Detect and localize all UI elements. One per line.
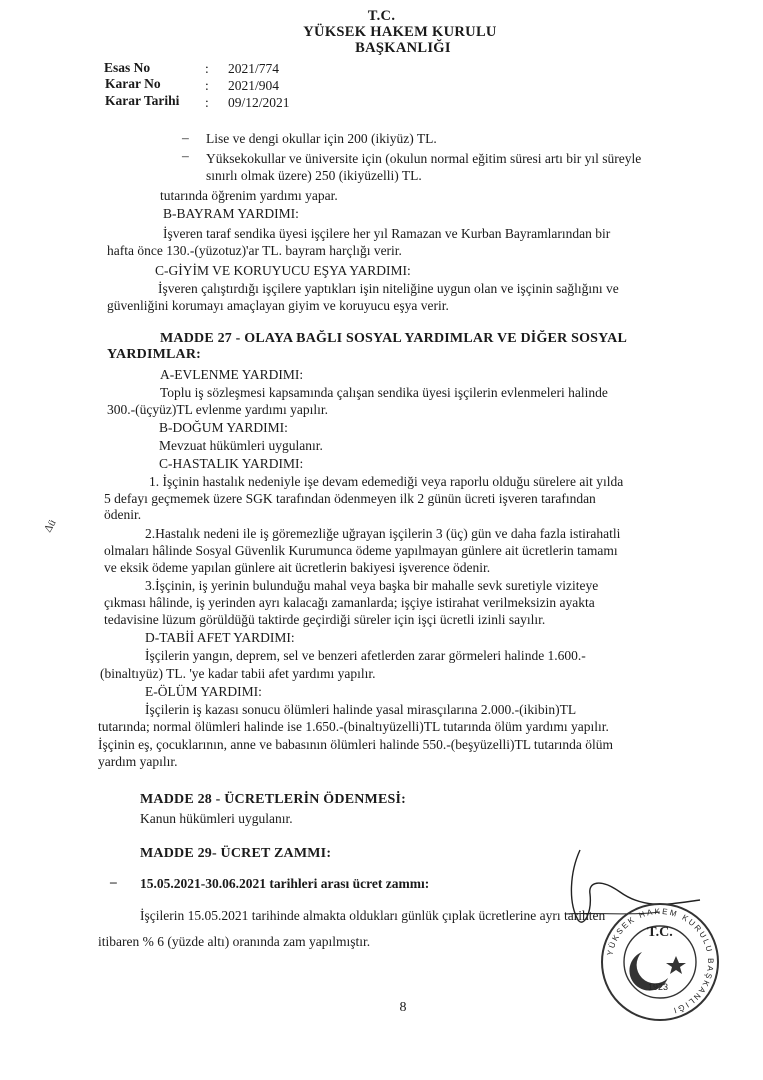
text-line: 300.-(üçyüz)TL evlenme yardımı yapılır.	[107, 402, 329, 417]
text-line: Mevzuat hükümleri uygulanır.	[159, 438, 323, 453]
text-line: 2.Hastalık nedeni ile iş göremezliğe uğrayan işçilerin 3 (üç) gün ve daha fazla istirahatli	[145, 526, 621, 541]
article-heading: MADDE 28 - ÜCRETLERİN ÖDENMESİ:	[140, 792, 406, 807]
text-line: tutarında öğrenim yardımı yapar.	[160, 188, 338, 203]
esas-label: Esas No	[104, 60, 151, 75]
text-line: 1. İşçinin hastalık nedeniyle işe devam edemediği veya raporlu olduğu sürelere ait yılda	[149, 474, 624, 489]
text-line: ödenir.	[104, 507, 142, 522]
text-line: Toplu iş sözleşmesi kapsamında çalışan sendika üyesi işçilerin evlenmeleri halinde	[160, 385, 608, 400]
section-heading: A-EVLENME YARDIMI:	[160, 367, 304, 382]
text-line: tedavisine lüzum görüldüğü taktirde geçirdiği süreler için işçi ücretli izinli sayılır.	[104, 612, 546, 627]
text-line: itibaren % 6 (yüzde altı) oranında zam yapılmıştır.	[98, 934, 371, 949]
tarih-value: 09/12/2021	[228, 95, 290, 110]
text-line: Yüksekokullar ve üniversite için (okulun normal eğitim süresi artı bir yıl süreyle	[206, 151, 642, 166]
section-heading: B-BAYRAM YARDIMI:	[163, 206, 299, 221]
text-line: çıkması hâlinde, iş yerinden ayrı kalacağı zamanlarda; işçiye istirahat verilmeksizin ayakta	[104, 595, 595, 610]
article-heading: MADDE 29- ÜCRET ZAMMI:	[140, 846, 332, 861]
text-line: (binaltıyüz) TL. 'ye kadar tabii afet yardımı yapılır.	[100, 666, 376, 681]
karar-label: Karar No	[105, 76, 161, 91]
list-dash: –	[110, 874, 117, 889]
list-dash: –	[182, 130, 189, 145]
article-heading: YARDIMLAR:	[107, 347, 202, 362]
tarih-sep: :	[205, 95, 209, 110]
text-line: 3.İşçinin, iş yerinin bulunduğu mahal veya başka bir mahalle sevk suretiyle viziteye	[145, 578, 599, 593]
text-line: ve eksik ödeme yapılan günlere ait ücretlerin bakiyesi işverence ödenir.	[104, 560, 491, 575]
header-institution: YÜKSEK HAKEM KURULU	[303, 24, 497, 40]
esas-sep: :	[205, 61, 209, 76]
stamp-center-text: T.C.	[647, 925, 673, 940]
text-line: Lise ve dengi okullar için 200 (ikiyüz) TL.	[206, 131, 437, 146]
text-line: 5 defayı geçmemek üzere SGK tarafından ödenmeyen ilk 2 günün ücreti işveren tarafından	[104, 491, 596, 506]
text-line: İşveren taraf sendika üyesi işçilere her yıl Ramazan ve Kurban Bayramlarından bir	[163, 226, 611, 241]
text-line: tutarında; normal ölümleri halinde ise 1.650.-(binaltıyüzelli)TL tutarında ölüm yardımı yapılır.	[98, 719, 609, 734]
section-heading: B-DOĞUM YARDIMI:	[159, 420, 288, 435]
header-tc: T.C.	[367, 8, 396, 24]
text-line: Kanun hükümleri uygulanır.	[140, 811, 293, 826]
text-line: sınırlı olmak üzere) 250 (ikiyüzelli) TL.	[206, 168, 422, 183]
karar-sep: :	[205, 78, 209, 93]
text-line: İşçinin eş, çocuklarının, anne ve babasının ölümleri halinde 550.-(beşyüzelli)TL tutarında ölüm	[98, 737, 613, 752]
text-line: olmaları hâlinde Sosyal Güvenlik Kurumunca ödeme yapılmayan günlere ait ücretlerin tamamı	[104, 543, 618, 558]
stamp-ring-text: YÜKSEK HAKEM KURULU BAŞKANLIĞI	[605, 906, 716, 1016]
text-line: İşçilerin iş kazası sonucu ölümleri halinde yasal mirasçılarına 2.000.-(ikibin)TL	[145, 702, 577, 717]
section-heading: C-GİYİM VE KORUYUCU EŞYA YARDIMI:	[155, 263, 411, 278]
subsection-heading: 15.05.2021-30.06.2021 tarihleri arası ücret zammı:	[140, 876, 430, 891]
section-heading: E-ÖLÜM YARDIMI:	[145, 684, 262, 699]
karar-value: 2021/904	[228, 78, 280, 93]
margin-initials: Δü	[41, 517, 59, 535]
text-line: İşveren çalıştırdığı işçilere yaptıkları işin niteliğine uygun olan ve işçinin sağlığını ve	[158, 281, 619, 296]
tarih-label: Karar Tarihi	[105, 93, 180, 108]
text-line: yardım yapılır.	[98, 754, 178, 769]
text-line: hafta önce 130.-(yüzotuz)'ar TL. bayram harçlığı verir.	[107, 243, 402, 258]
section-heading: D-TABİİ AFET YARDIMI:	[145, 630, 295, 645]
text-line: güvenliğini korumayı amaçlayan giyim ve koruyucu eşya verir.	[107, 298, 449, 313]
text-line: İşçilerin 15.05.2021 tarihinde almakta oldukları günlük çıplak ücretlerine ayrı tarihten	[140, 908, 606, 923]
text-line: İşçilerin yangın, deprem, sel ve benzeri afetlerden zarar görmeleri halinde 1.600.-	[145, 648, 586, 663]
stamp-year: 1923	[647, 982, 669, 992]
list-dash: –	[182, 148, 189, 163]
section-heading: C-HASTALIK YARDIMI:	[159, 456, 304, 471]
page-number: 8	[399, 1000, 407, 1015]
esas-value: 2021/774	[228, 61, 280, 76]
article-heading: MADDE 27 - OLAYA BAĞLI SOSYAL YARDIMLAR VE DİĞER SOSYAL	[160, 331, 628, 346]
header-department: BAŞKANLIĞI	[355, 40, 451, 56]
